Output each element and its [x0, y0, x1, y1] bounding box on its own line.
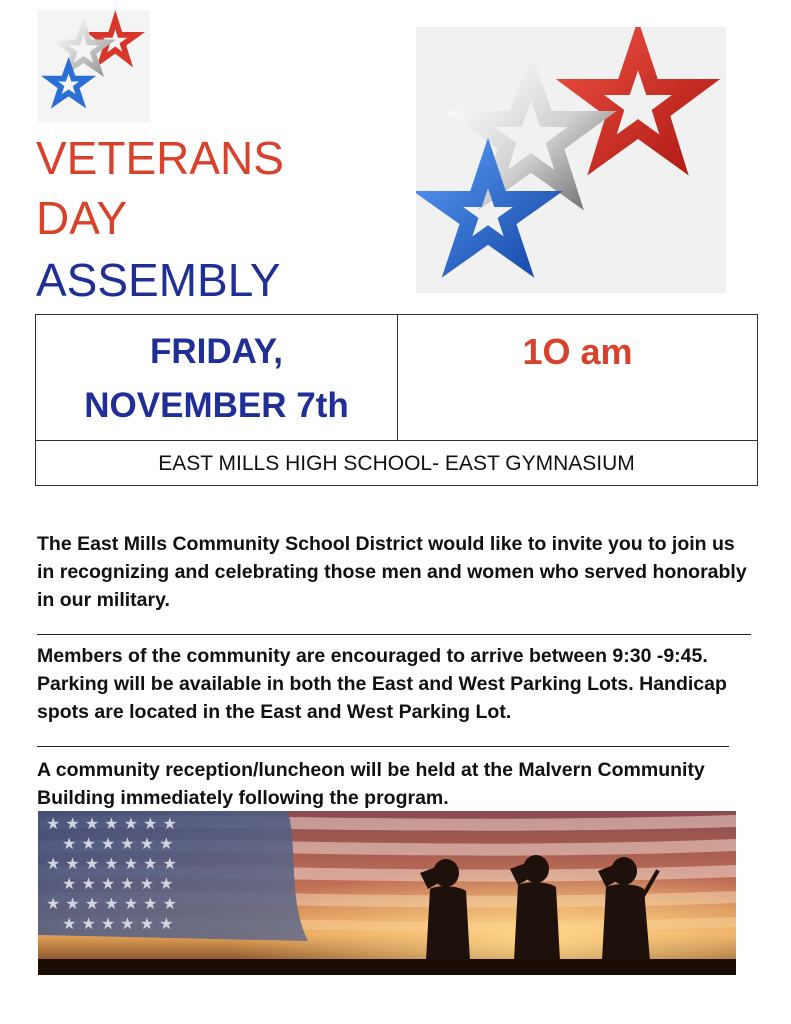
invitation-paragraph: The East Mills Community School District would like to invite you to join us in recognizing and celebrating those men and women who served honorably in our military. — [37, 533, 747, 611]
svg-text:★ ★ ★ ★ ★ ★ ★: ★ ★ ★ ★ ★ ★ ★ — [46, 854, 177, 873]
arrival-parking-paragraph: Members of the community are encouraged to arrive between 9:30 -9:45. Parking will be available in both the East and West Parking Lots. Handicap spots are located in the East and West Parking Lot. — [37, 645, 727, 723]
svg-text:★ ★ ★ ★ ★ ★: ★ ★ ★ ★ ★ ★ — [62, 914, 174, 933]
event-date-month: NOVEMBER 7th — [84, 386, 349, 425]
event-date — [36, 325, 397, 433]
title-day: DAY — [36, 192, 128, 244]
divider-line — [37, 634, 751, 635]
event-date-day: FRIDAY, — [150, 332, 283, 371]
reception-paragraph: A community reception/luncheon will be held at the Malvern Community Building immediately following the program. — [37, 759, 705, 809]
large-stars-graphic — [416, 27, 726, 293]
svg-text:★ ★ ★ ★ ★ ★: ★ ★ ★ ★ ★ ★ — [62, 834, 174, 853]
svg-text:★ ★ ★ ★ ★ ★ ★: ★ ★ ★ ★ ★ ★ ★ — [46, 894, 177, 913]
svg-text:★ ★ ★ ★ ★ ★ ★: ★ ★ ★ ★ ★ ★ ★ — [46, 814, 177, 833]
flag-soldiers-banner — [38, 811, 736, 975]
event-time: 1O am — [522, 331, 633, 372]
small-stars-graphic — [38, 10, 150, 122]
patriotic-stars-icon — [416, 27, 726, 293]
flag-soldiers-saluting-image — [38, 811, 736, 975]
event-venue: EAST MILLS HIGH SCHOOL- EAST GYMNASIUM — [158, 452, 635, 475]
title-veterans: VETERANS — [36, 132, 284, 184]
title-assembly: ASSEMBLY — [36, 254, 281, 306]
divider-line — [37, 746, 729, 747]
event-details-table — [35, 314, 758, 486]
svg-text:★ ★ ★ ★ ★ ★: ★ ★ ★ ★ ★ ★ — [62, 874, 174, 893]
patriotic-stars-icon — [38, 10, 150, 122]
